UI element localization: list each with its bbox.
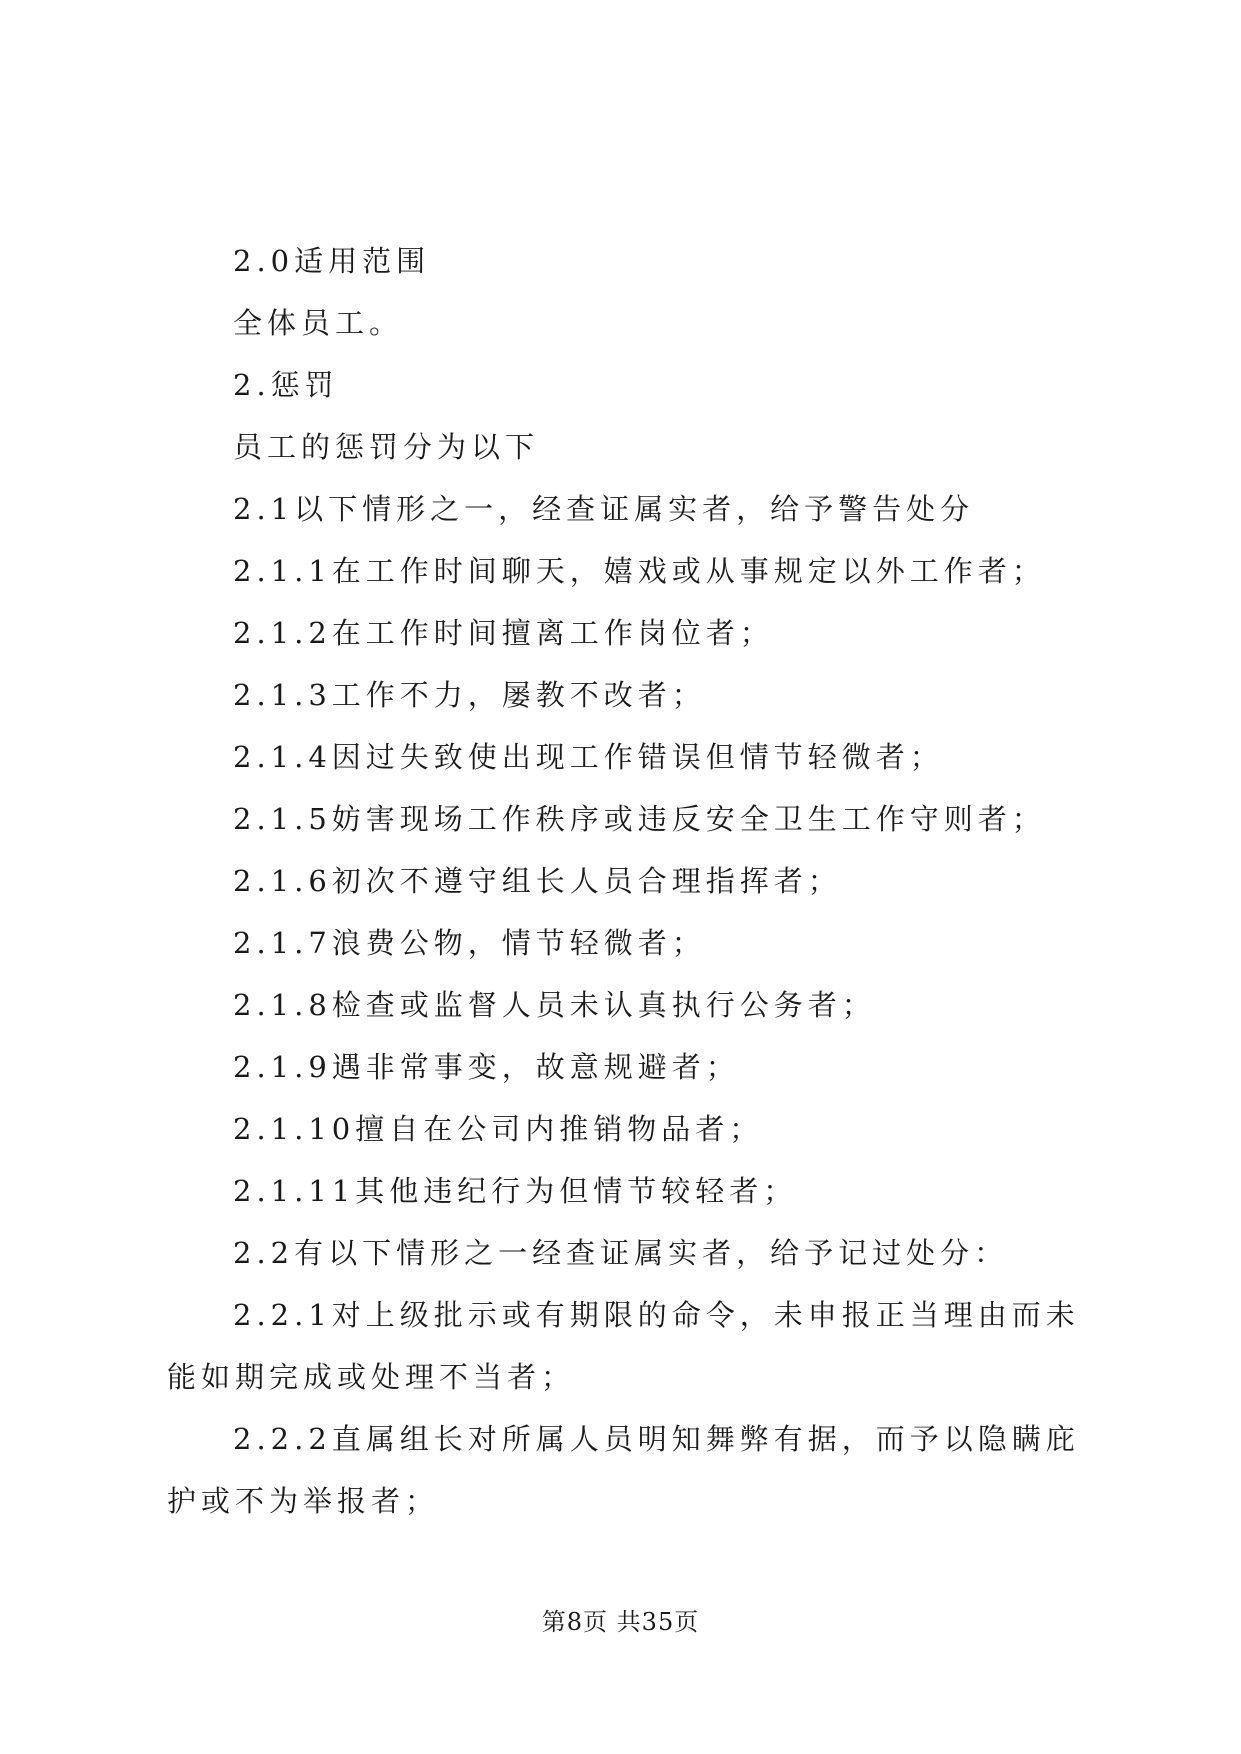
page-footer: 第8页 共35页: [541, 1608, 700, 1636]
clause-item: 2.1.7浪费公物，情节轻微者；: [233, 926, 706, 960]
clause-item: 2.2有以下情形之一经查证属实者，给予记过处分：: [233, 1236, 1009, 1270]
clause-item: 2.1.9遇非常事变，故意规避者；: [233, 1050, 740, 1084]
section-heading: 2.惩罚: [233, 368, 339, 402]
clause-item: 2.1.10擅自在公司内推销物品者；: [233, 1112, 764, 1146]
paragraph: 全体员工。: [233, 306, 404, 340]
clause-item: 2.1.11其他违纪行为但情节较轻者；: [233, 1174, 798, 1208]
document-body: [167, 230, 1087, 1532]
section-heading: 2.0适用范围: [233, 244, 431, 278]
paragraph: 员工的惩罚分为以下: [233, 430, 540, 464]
clause-item: 2.1以下情形之一，经查证属实者，给予警告处分: [233, 492, 975, 526]
clause-item: 2.1.4因过失致使出现工作错误但情节轻微者；: [233, 740, 944, 774]
clause-paragraph: 2.2.1对上级批示或有期限的命令，未申报正当理由而未能如期完成或处理不当者；: [167, 1298, 1080, 1394]
clause-paragraph: 2.2.2直属组长对所属人员明知舞弊有据，而予以隐瞒庇护或不为举报者；: [167, 1422, 1080, 1518]
clause-item: 2.1.1在工作时间聊天，嬉戏或从事规定以外工作者；: [233, 554, 1046, 588]
clause-item: 2.1.6初次不遵守组长人员合理指挥者；: [233, 864, 842, 898]
clause-item: 2.1.2在工作时间擅离工作岗位者；: [233, 616, 774, 650]
clause-item: 2.1.3工作不力，屡教不改者；: [233, 678, 706, 712]
clause-item: 2.1.5妨害现场工作秩序或违反安全卫生工作守则者；: [233, 802, 1046, 836]
clause-item: 2.1.8检查或监督人员未认真执行公务者；: [233, 988, 876, 1022]
